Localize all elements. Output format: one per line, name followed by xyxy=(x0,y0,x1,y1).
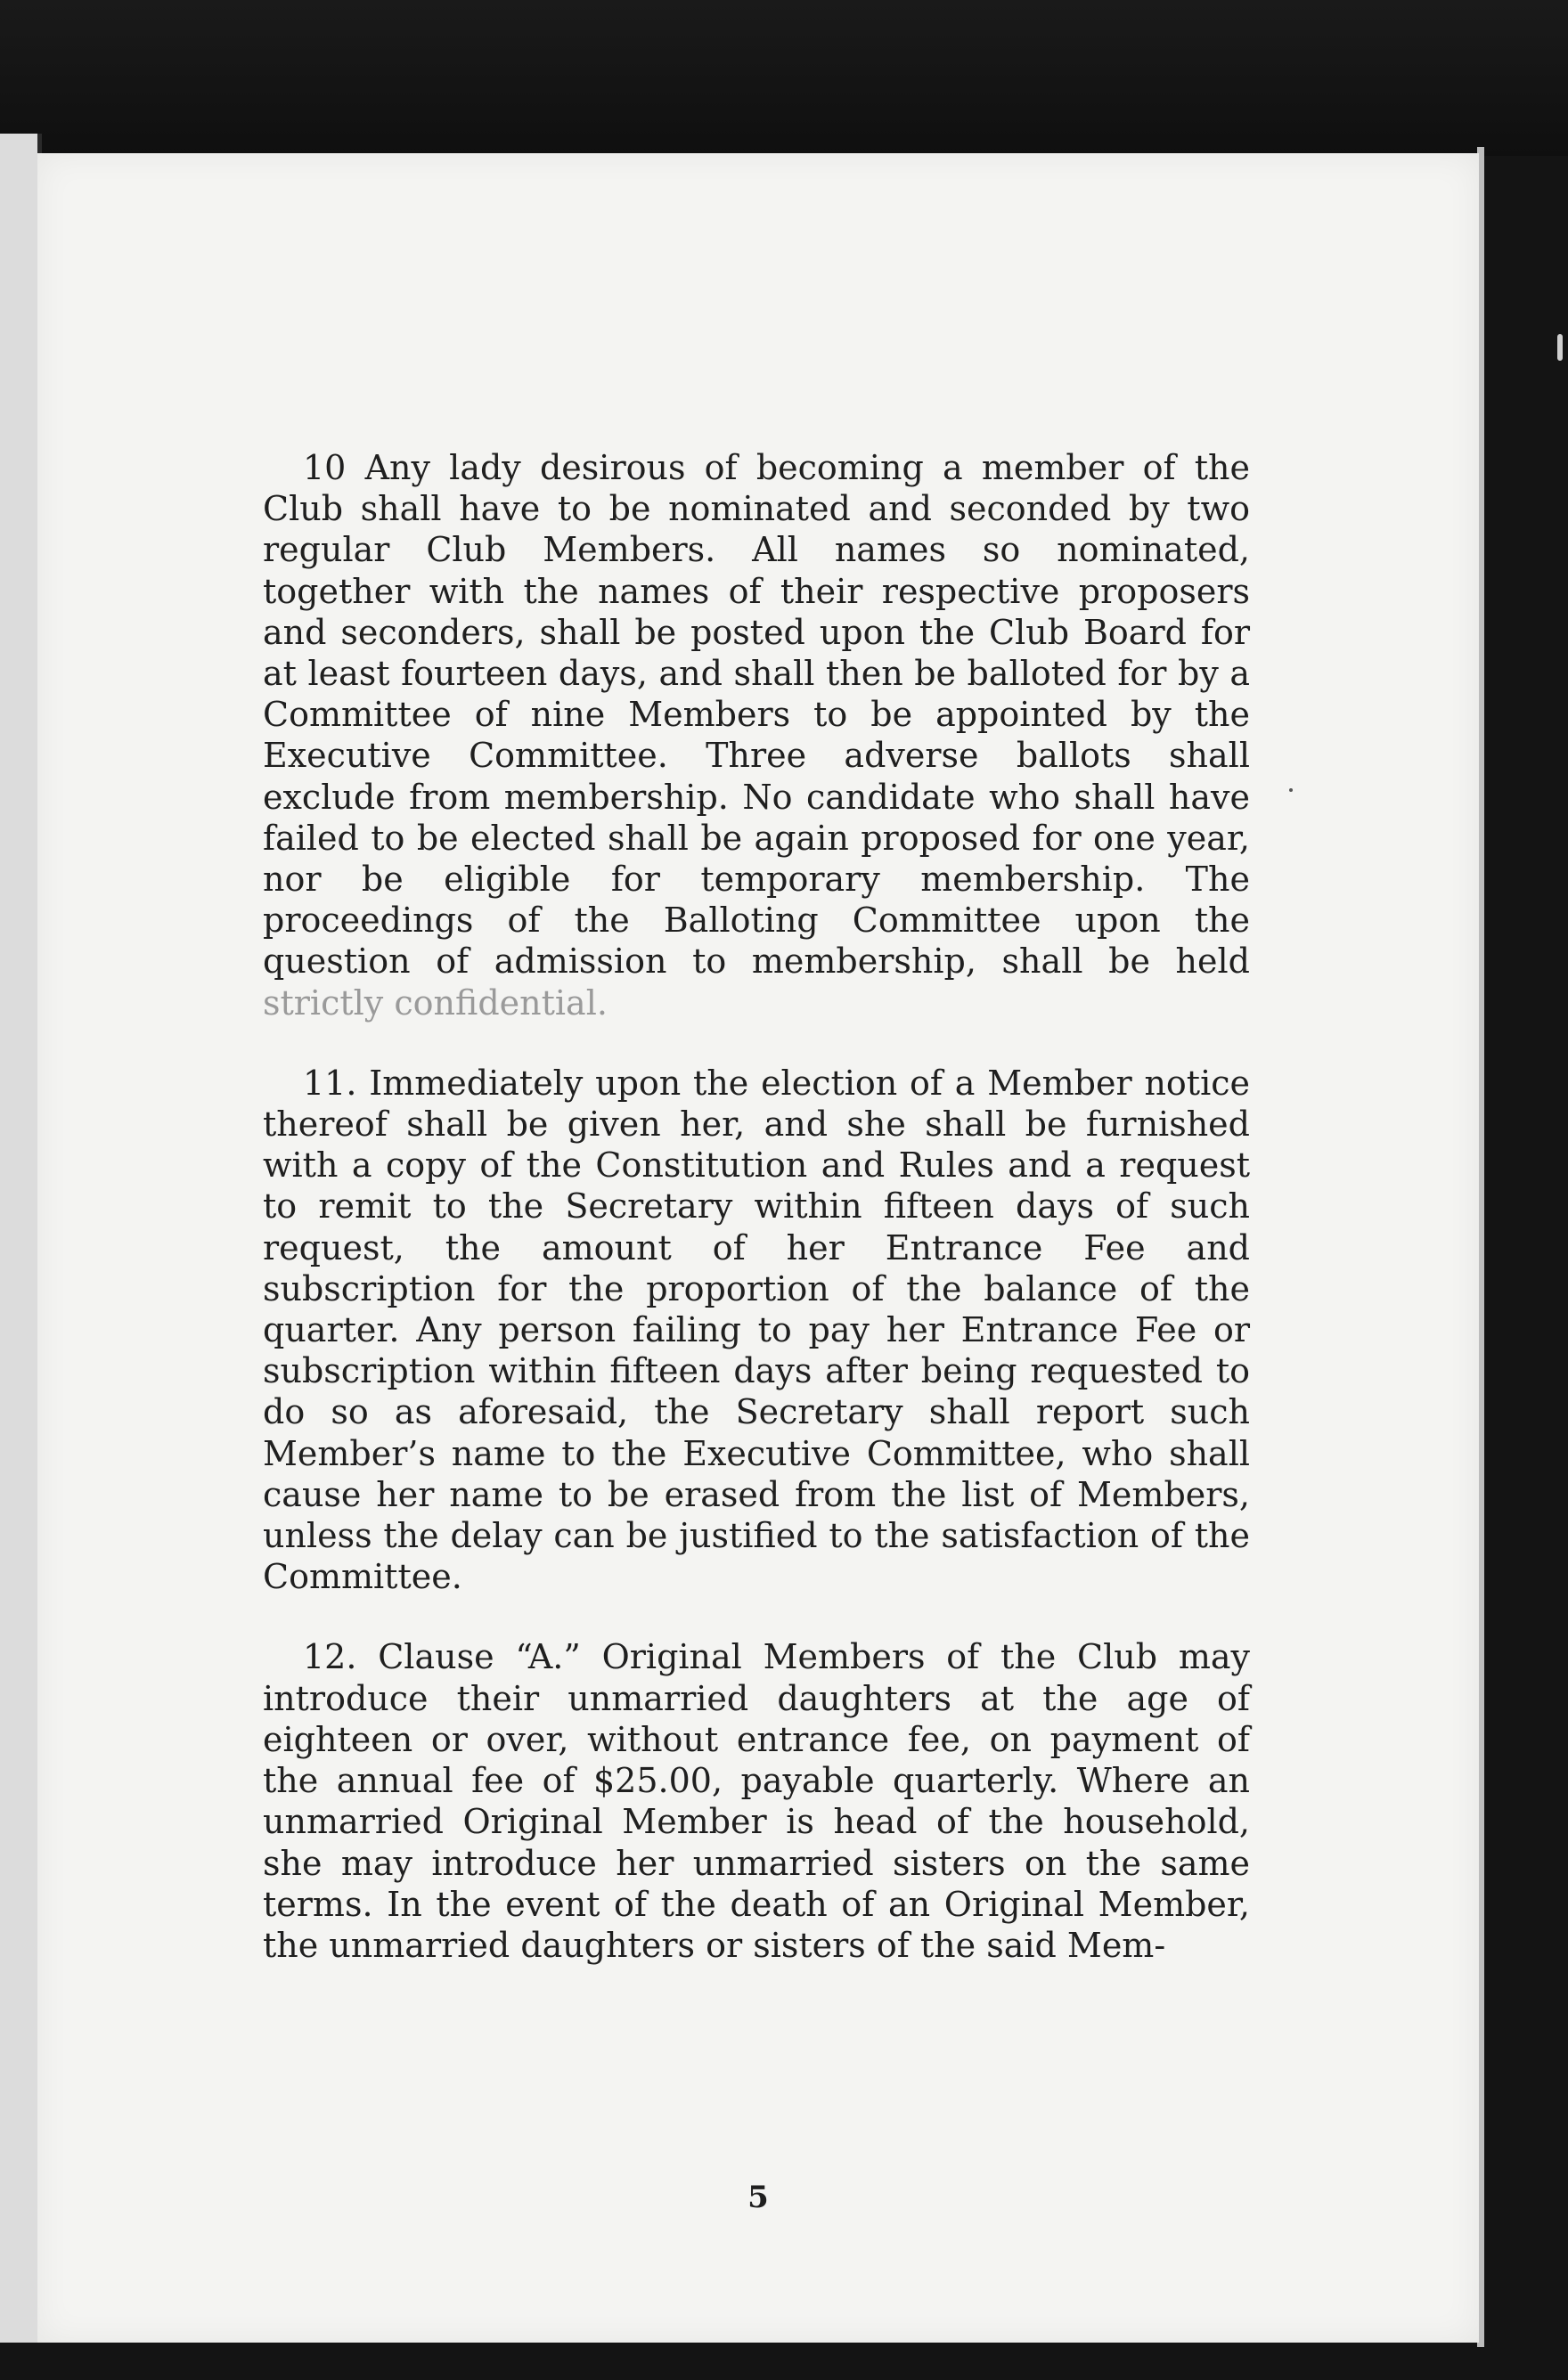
rule-10-text: 10 Any lady desirous of becoming a member of the Club shall have to be nominated and seconded by two regular Club Members. All names so nominated, together with the names of their respective proposers and seconders, shall be posted upon the Club Board for at least fourteen days, and shall then be balloted for by a Committee of nine Members to be appointed by the Executive Committee. Three adverse ballots shall exclude from membership. No candidate who shall have failed to be elected shall be again proposed for one year, nor be eligible for temporary membership. The proceedings of the Balloting Committee upon the question of admission to membership, shall be held xyxy=(263,448,1250,982)
page-body xyxy=(263,447,1250,1966)
facing-page-edge xyxy=(0,134,42,2343)
rule-10-paragraph xyxy=(263,447,1250,1023)
rule-12-paragraph: 12. Clause “A.” Original Members of the Club may introduce their unmarried daughters at the age of eighteen or over, without entrance fee, on payment of the annual fee of $25.00, payable quarterly. Where an unmarried Original Member is head of the household, she may introduce her unmarried sisters on the same terms. In the event of the death of an Original Member, the unmarried daughters or sisters of the said Mem- xyxy=(263,1637,1250,1965)
scan-speck xyxy=(1557,334,1563,361)
book-page xyxy=(37,153,1479,2343)
page-number: 5 xyxy=(747,2180,769,2215)
rule-11-paragraph: 11. Immediately upon the election of a Member notice thereof shall be given her, and she shall be furnished with a copy of the Constitution and Rules and a request to remit to the Secretary within fifteen days of such request, the amount of her Entrance Fee and subscription for the proportion of the balance of the quarter. Any person failing to pay her Entrance Fee or subscription within fifteen days after being requested to do so as aforesaid, the Secretary shall report such Member’s name to the Executive Committee, who shall cause her name to be erased from the list of Members, unless the delay can be justified to the satisfaction of the Committee. xyxy=(263,1063,1250,1597)
rule-10-faded-text: strictly confidential. xyxy=(263,982,608,1023)
scan-border-top xyxy=(0,0,1568,156)
scan-speck xyxy=(1289,788,1293,792)
